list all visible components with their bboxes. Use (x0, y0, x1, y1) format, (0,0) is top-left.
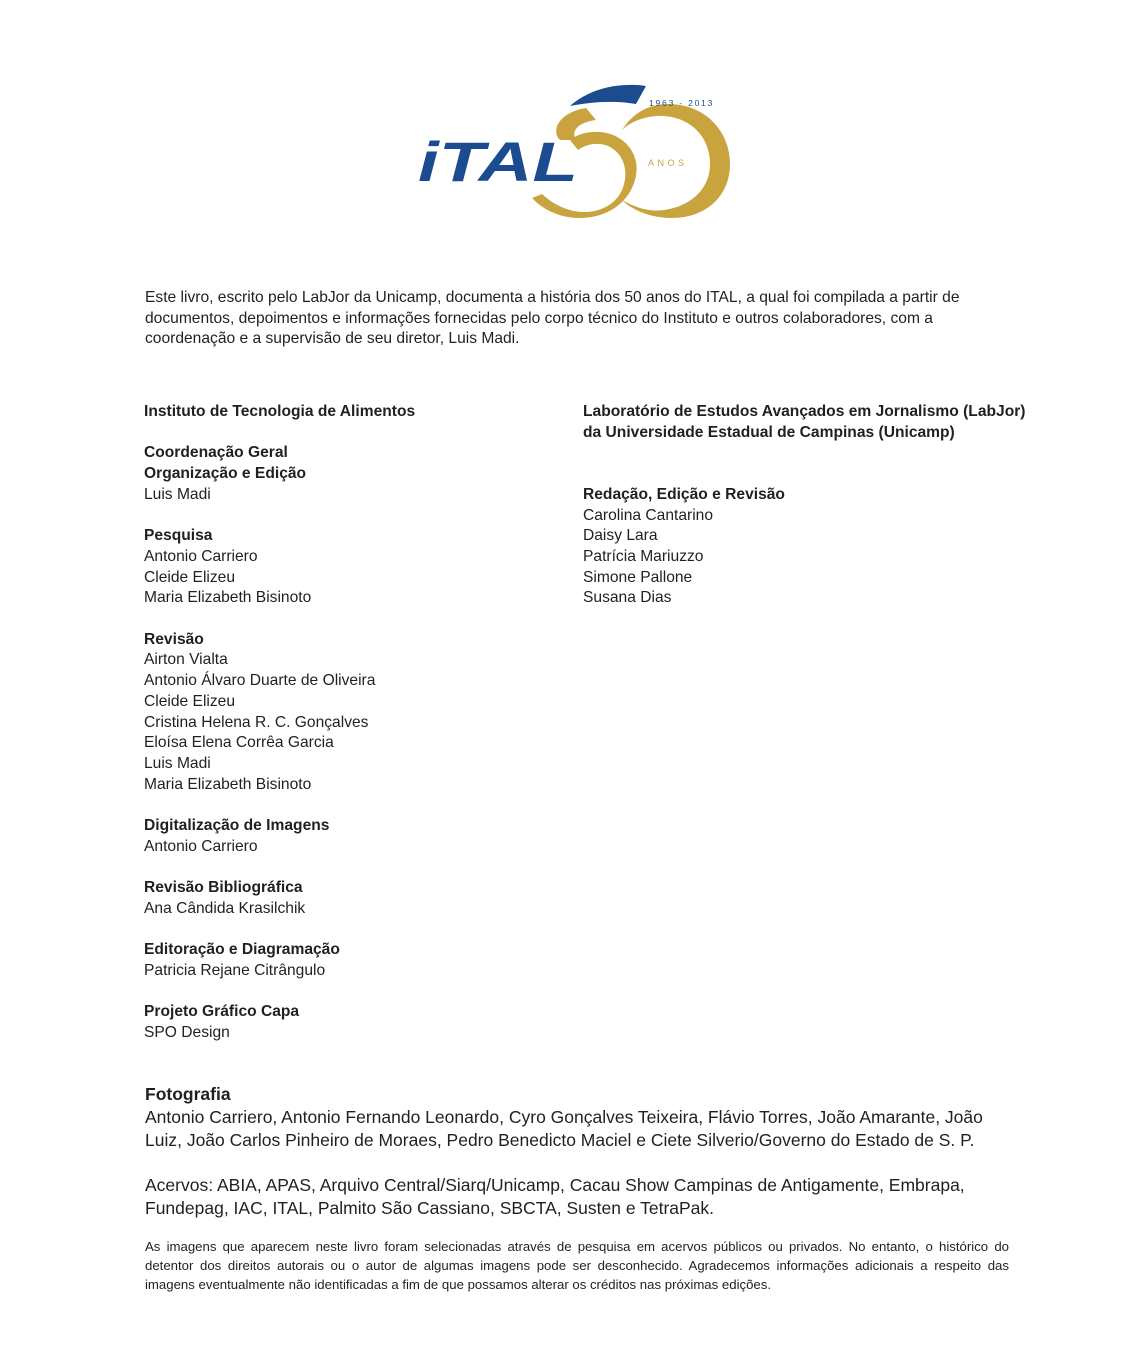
credit-name: Antonio Carriero (144, 547, 258, 565)
institution-heading: Instituto de Tecnologia de Alimentos (144, 403, 416, 420)
credit-name: Luis Madi (144, 754, 211, 772)
credit-name: Susana Dias (583, 589, 672, 607)
coordenacao-block (144, 443, 564, 505)
editoracao-block (144, 940, 564, 981)
fotografia-credits: Antonio Carriero, Antonio Fernando Leonardo, Cyro Gonçalves Teixeira, Flávio Torres, João Amarante, João Luiz, João Carlos Pinheiro de Moraes, Pedro Benedicto Maciel e Ciete Silverio/Governo do Estado de S. P. (145, 1107, 983, 1150)
credit-name: SPO Design (144, 1023, 230, 1041)
credit-name: Airton Vialta (144, 651, 228, 669)
logo-wordmark: iTAL (418, 130, 578, 193)
logo-years: 1963 - 2013 (649, 98, 715, 108)
labjor-heading-line2: da Universidade Estadual de Campinas (Unicamp) (583, 423, 955, 441)
revisao-block (144, 630, 564, 796)
credit-name: Antonio Álvaro Duarte de Oliveira (144, 672, 376, 690)
redacao-heading: Redação, Edição e Revisão (583, 485, 785, 503)
image-rights-note: As imagens que aparecem neste livro foram selecionadas através de pesquisa em acervos públicos ou privados. No entanto, o histórico do detentor dos direitos autorais ou o autor de algumas imagens pode ser desconhecido. Agradecemos informações adicionais a respeito das imagens eventualmente não identificadas a fim de que possamos alterar os créditos nas próximas edições. (145, 1239, 1009, 1292)
pesquisa-heading: Pesquisa (144, 527, 213, 545)
bibliografica-heading: Revisão Bibliográfica (144, 879, 303, 897)
credit-name: Antonio Carriero (144, 837, 258, 855)
credit-name: Eloísa Elena Corrêa Garcia (144, 734, 334, 752)
credit-name: Patrícia Mariuzzo (583, 547, 704, 565)
credit-name: Daisy Lara (583, 527, 658, 545)
credit-name: Cleide Elizeu (144, 568, 236, 586)
institution-block (144, 402, 564, 423)
acervos-paragraph: Acervos: ABIA, APAS, Arquivo Central/Siarq/Unicamp, Cacau Show Campinas de Antigamente, Embrapa, Fundepag, IAC, ITAL, Palmito São Cassiano, SBCTA, Susten e TetraPak. (145, 1175, 965, 1218)
digitalizacao-heading: Digitalização de Imagens (144, 817, 330, 834)
fotografia-heading: Fotografia (145, 1084, 231, 1104)
projeto-heading: Projeto Gráfico Capa (144, 1003, 300, 1021)
credits-right-column (583, 402, 1043, 630)
organizacao-heading: Organização e Edição (144, 465, 307, 483)
credit-name: Cristina Helena R. C. Gonçalves (144, 713, 369, 731)
credit-name: Cleide Elizeu (144, 692, 236, 710)
labjor-block (583, 402, 1043, 443)
labjor-heading-line1: Laboratório de Estudos Avançados em Jornalismo (LabJor) (583, 403, 1026, 420)
pesquisa-block (144, 526, 564, 609)
projeto-block (144, 1002, 564, 1043)
logo-anos: ANOS (648, 158, 688, 168)
bibliografica-block (144, 878, 564, 919)
credit-name: Luis Madi (144, 485, 211, 503)
credit-name: Patricia Rejane Citrângulo (144, 961, 326, 979)
fotografia-block (145, 1083, 1010, 1152)
coordenacao-heading: Coordenação Geral (144, 444, 288, 462)
editoracao-heading: Editoração e Diagramação (144, 941, 340, 959)
credit-name: Maria Elizabeth Bisinoto (144, 775, 312, 793)
credit-name: Carolina Cantarino (583, 506, 714, 524)
ital-50-anos-logo (410, 78, 740, 228)
logo-blue-arc (570, 85, 646, 106)
revisao-heading: Revisão (144, 630, 204, 648)
credits-left-column (144, 402, 564, 1064)
intro-paragraph: Este livro, escrito pelo LabJor da Unicamp, documenta a história dos 50 anos do ITAL, a qual foi compilada a partir de documentos, depoimentos e informações fornecidas pelo corpo técnico do Instituto e outros colaboradores, com a coordenação e a supervisão de seu diretor, Luis Madi. (145, 289, 960, 347)
credit-name: Simone Pallone (583, 568, 693, 586)
redacao-block (583, 485, 1043, 609)
credit-name: Ana Cândida Krasilchik (144, 899, 306, 917)
digitalizacao-block (144, 816, 564, 857)
credit-name: Maria Elizabeth Bisinoto (144, 589, 312, 607)
